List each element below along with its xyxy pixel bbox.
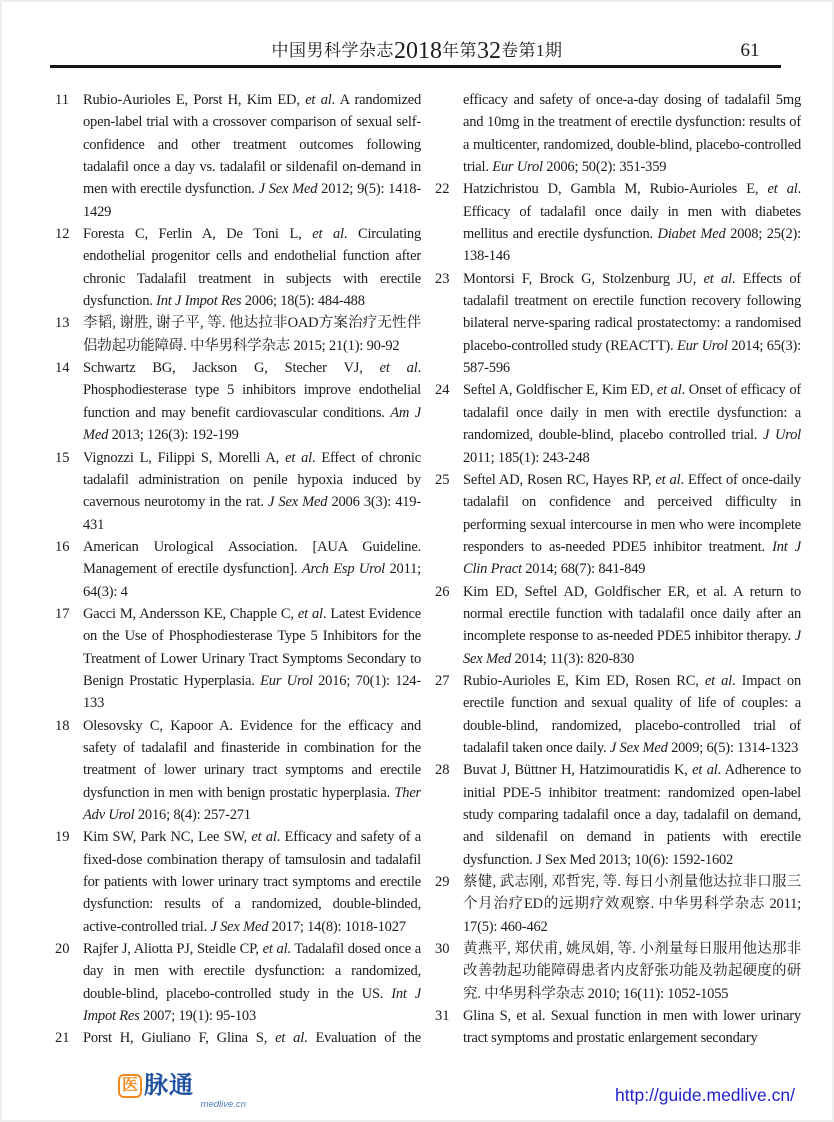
reference-item-16	[55, 536, 421, 603]
reference-item-17	[55, 603, 421, 715]
reference-number: 12	[55, 226, 70, 243]
reference-text: Hatzichristou D, Gambla M, Rubio-Aurioles E, et al. Efficacy of tadalafil once daily in men with diabetes mellitus and erectile dysfunction. Diabet Med 2008; 25(2): 138-146	[463, 181, 801, 265]
reference-number: 31	[435, 1008, 450, 1025]
reference-number: 16	[55, 538, 70, 555]
medlive-logo-wordmark: 脉通	[144, 1072, 194, 1099]
reference-number: 20	[55, 941, 70, 958]
reference-item-26	[435, 581, 801, 670]
journal-title-mid: 年第	[442, 41, 477, 60]
reference-number: 17	[55, 605, 70, 622]
reference-text: Rubio-Aurioles E, Porst H, Kim ED, et al. A randomized open-label trial with a crossover comparison of sexual self-confidence and other treatment outcomes following tadalafil once a day vs. tadalafil or sildenafil on-demand in men with erectile dysfunction. J Sex Med 2012; 9(5): 1418-1429	[83, 92, 421, 220]
reference-text: Glina S, et al. Sexual function in men with lower urinary tract symptoms and prostatic enlargement secondary	[463, 1008, 801, 1047]
references-column-left	[55, 89, 421, 1083]
guide-medlive-link[interactable]: http://guide.medlive.cn/	[615, 1085, 795, 1105]
reference-number: 28	[435, 762, 450, 779]
header-rule	[50, 65, 781, 68]
reference-item-13	[55, 312, 421, 357]
reference-text: Porst H, Giuliano F, Glina S, et al. Evaluation of the	[83, 1030, 421, 1047]
reference-text: efficacy and safety of once-a-day dosing of tadalafil 5mg and 10mg in the treatment of erectile dysfunction: results of a multicenter, randomized, double-blind, placebo-controlled trial. Eur Urol 2006; 50(2): 351-359	[463, 92, 801, 176]
reference-continuation	[435, 89, 801, 178]
reference-item-27	[435, 670, 801, 759]
journal-header-title	[0, 36, 834, 63]
medlive-logo	[118, 1074, 248, 1110]
reference-text: Rubio-Aurioles E, Kim ED, Rosen RC, et al. Impact on erectile function and sexual quality of life of couples: a double-blind, randomized, placebo-controlled trial of tadalafil taken once daily. J Sex Med 2009; 6(5): 1314-1323	[463, 672, 801, 756]
reference-item-24	[435, 379, 801, 468]
reference-item-14	[55, 357, 421, 446]
reference-number: 15	[55, 449, 70, 466]
reference-number: 29	[435, 874, 450, 891]
reference-number: 25	[435, 471, 450, 488]
reference-number: 21	[55, 1030, 70, 1047]
medlive-logo-domain: medlive.cn	[200, 1099, 246, 1110]
reference-text: 李韬, 谢胜, 谢子平, 等. 他达拉非OAD方案治疗无性伴侣勃起功能障碍. 中华男科学杂志 2015; 21(1): 90-92	[83, 315, 421, 354]
reference-text: Gacci M, Andersson KE, Chapple C, et al. Latest Evidence on the Use of Phosphodiesterase Type 5 Inhibitors for the Treatment of Lower Urinary Tract Symptoms Secondary to Benign Prostatic Hyperplasia. Eur Urol 2016; 70(1): 124-133	[83, 605, 421, 712]
page-number: 61	[740, 40, 760, 61]
journal-volume: 32	[477, 38, 501, 64]
reference-item-18	[55, 715, 421, 827]
reference-item-28	[435, 759, 801, 871]
journal-year: 2018	[394, 38, 442, 64]
reference-number: 23	[435, 270, 450, 287]
reference-text: Schwartz BG, Jackson G, Stecher VJ, et al. Phosphodiesterase type 5 inhibitors improve endothelial function and may benefit cardiovascular conditions. Am J Med 2013; 126(3): 192-199	[83, 360, 421, 444]
reference-number: 22	[435, 181, 450, 198]
reference-item-22	[435, 178, 801, 267]
reference-text: Seftel A, Goldfischer E, Kim ED, et al. Onset of efficacy of tadalafil once daily in men with erectile dysfunction: a randomized, double-blind, placebo controlled trial. J Urol 2011; 185(1): 243-248	[463, 382, 801, 466]
references-column-right	[435, 89, 801, 1083]
reference-item-15	[55, 447, 421, 536]
reference-number: 13	[55, 315, 70, 332]
journal-title-suffix: 卷第1期	[501, 41, 563, 60]
medlive-logo-yi-icon: 医	[118, 1074, 142, 1098]
reference-number: 26	[435, 583, 450, 600]
reference-item-23	[435, 268, 801, 380]
reference-text: Buvat J, Büttner H, Hatzimouratidis K, et al. Adherence to initial PDE-5 inhibitor treatment: randomized open-label study comparing tadalafil once a day, tadalafil on demand, and sildenafil on demand in patients with erectile dysfunction. J Sex Med 2013; 10(6): 1592-1602	[463, 762, 801, 868]
reference-item-31	[435, 1005, 801, 1050]
reference-text: Kim ED, Seftel AD, Goldfischer ER, et al. A return to normal erectile function with tadalafil once daily after an incomplete response to as-needed PDE5 inhibitor therapy. J Sex Med 2014; 11(3): 820-830	[463, 583, 801, 667]
reference-text: 黄燕平, 郑伏甫, 姚凤娟, 等. 小剂量每日服用他达那非改善勃起功能障碍患者内皮舒张功能及勃起硬度的研究. 中华男科学杂志 2010; 16(11): 1052-1055	[463, 941, 801, 1002]
reference-number: 24	[435, 382, 450, 399]
reference-item-21	[55, 1027, 421, 1049]
reference-number: 18	[55, 717, 70, 734]
reference-text: Foresta C, Ferlin A, De Toni L, et al. Circulating endothelial progenitor cells and endothelial function after chronic Tadalafil treatment in subjects with erectile dysfunction. Int J Impot Res 2006; 18(5): 484-488	[83, 226, 421, 310]
reference-item-11	[55, 89, 421, 223]
reference-item-12	[55, 223, 421, 312]
journal-title-prefix: 中国男科学杂志	[271, 41, 394, 60]
reference-item-20	[55, 938, 421, 1027]
reference-number: 30	[435, 941, 450, 958]
reference-text: Rajfer J, Aliotta PJ, Steidle CP, et al. Tadalafil dosed once a day in men with erectile dysfunction: a randomized, double-blind, placebo-controlled study in the US. Int J Impot Res 2007; 19(1): 95-103	[83, 941, 421, 1025]
reference-number: 11	[55, 92, 69, 108]
reference-text: Montorsi F, Brock G, Stolzenburg JU, et al. Effects of tadalafil treatment on erectile function recovery following bilateral nerve-sparing radical prostatectomy: a randomised placebo-controlled study (REACTT). Eur Urol 2014; 65(3): 587-596	[463, 270, 801, 377]
reference-text: Seftel AD, Rosen RC, Hayes RP, et al. Effect of once-daily tadalafil on confidence and perceived difficulty in performing sexual intercourse in men who were incomplete responders to as-needed PDE5 inhibitor treatment. Int J Clin Pract 2014; 68(7): 841-849	[463, 471, 801, 578]
reference-text: American Urological Association. [AUA Guideline. Management of erectile dysfunction]. Arch Esp Urol 2011; 64(3): 4	[83, 538, 421, 600]
reference-text: 蔡健, 武志刚, 邓哲宪, 等. 每日小剂量他达拉非口服三个月治疗ED的远期疗效观察. 中华男科学杂志 2011; 17(5): 460-462	[463, 874, 801, 935]
reference-item-19	[55, 826, 421, 938]
reference-text: Kim SW, Park NC, Lee SW, et al. Efficacy and safety of a fixed-dose combination therapy of tamsulosin and tadalafil for patients with lower urinary tract symptoms and erectile dysfunction: results of a randomized, double-blinded, active-controlled trial. J Sex Med 2017; 14(8): 1018-1027	[83, 829, 421, 935]
reference-item-25	[435, 469, 801, 581]
reference-number: 19	[55, 829, 70, 846]
reference-text: Vignozzi L, Filippi S, Morelli A, et al. Effect of chronic tadalafil administration on penile hypoxia induced by cavernous neurotomy in the rat. J Sex Med 2006 3(3): 419-431	[83, 449, 421, 533]
reference-number: 27	[435, 672, 450, 689]
reference-text: Olesovsky C, Kapoor A. Evidence for the efficacy and safety of tadalafil and finasteride in combination for the treatment of lower urinary tract symptoms and erectile dysfunction in men with benign prostatic hyperplasia. Ther Adv Urol 2016; 8(4): 257-271	[83, 717, 421, 823]
reference-item-30	[435, 938, 801, 1005]
reference-item-29	[435, 871, 801, 938]
medlive-logo-row	[118, 1074, 248, 1098]
reference-number: 14	[55, 360, 70, 377]
